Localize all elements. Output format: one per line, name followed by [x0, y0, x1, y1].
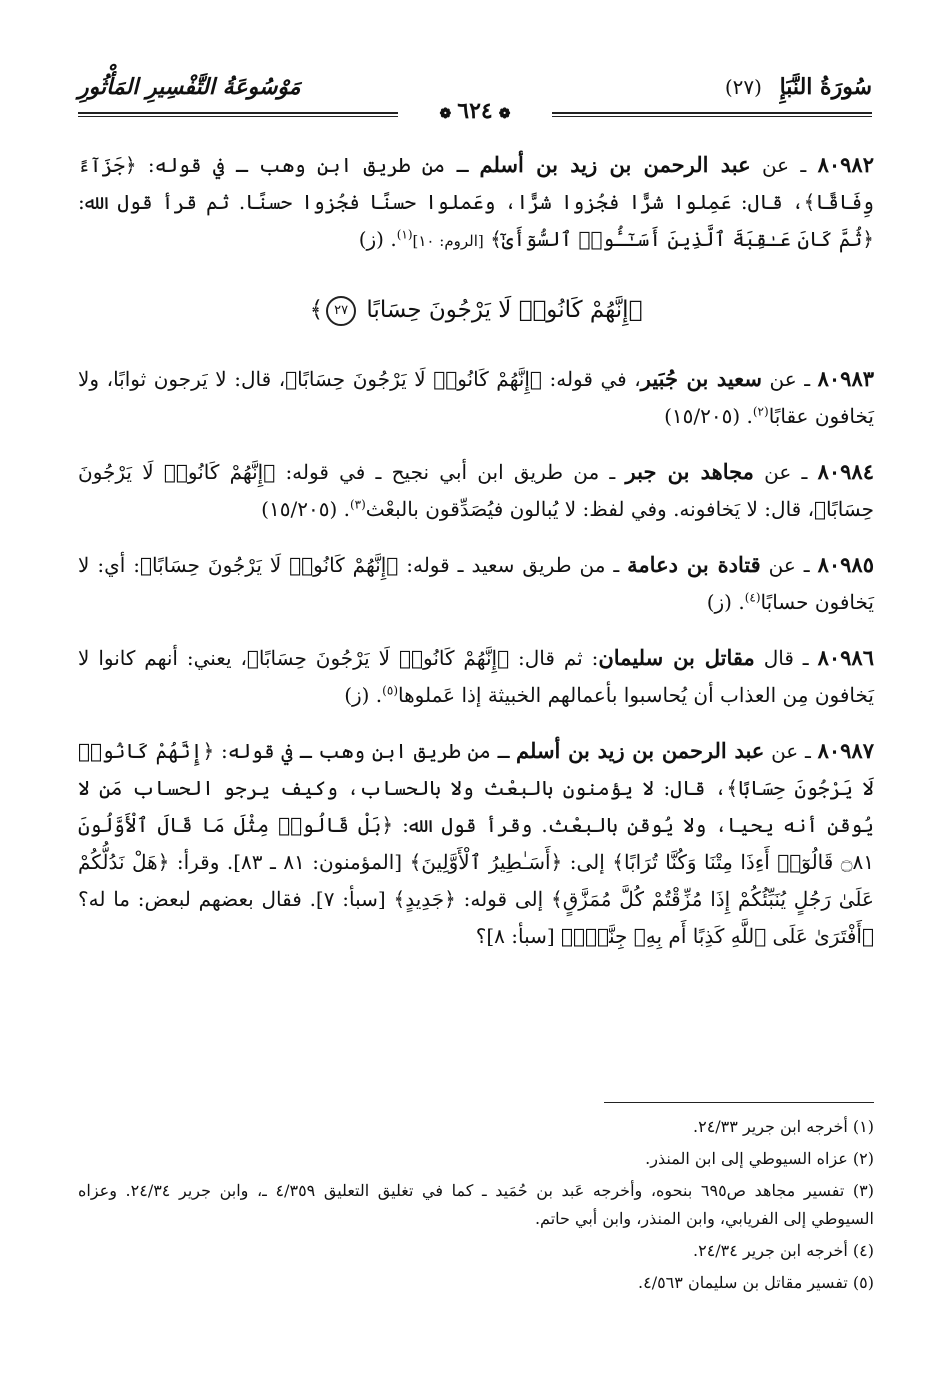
- ayah-heading: [78, 296, 874, 326]
- narrator-name: سعيد بن جُبَير: [640, 366, 762, 391]
- ayah-text: ﴿إِنَّهُمْ كَانُوا۟ لَا يَرْجُونَ حِسَابًا: [366, 297, 643, 323]
- narrator-name: مجاهد بن جبر: [625, 459, 754, 484]
- surah-name: سُورَةُ النَّبَإِ: [779, 74, 872, 100]
- narration-entry: [78, 360, 874, 435]
- surah-title: [725, 74, 872, 100]
- page-header: [78, 68, 872, 138]
- footnote-marker[interactable]: (٢): [752, 404, 769, 419]
- narration-entry: [78, 639, 874, 714]
- ayah-close: ﴾: [309, 297, 324, 323]
- header-rule-right-thin: [552, 116, 872, 117]
- ayah-number-icon: ٢٧: [326, 296, 356, 326]
- narrator-name: قتادة بن دعامة: [627, 552, 761, 577]
- ayah-range: (٢٧): [724, 75, 762, 99]
- verse-reference: [الروم: ١٠]: [412, 232, 484, 250]
- narration-tail: . (١٥/٢٠٥): [664, 404, 753, 428]
- narration-number: ٨٠٩٨٣: [817, 366, 875, 391]
- narration-number: ٨٠٩٨٤: [817, 459, 874, 484]
- narration-text: : ثم قال: ﴿إِنَّهُمْ كَانُوا۟ لَا يَرْجُونَ حِسَابًا﴾، يعني: أنهم كانوا لا يَخافون مِن العذاب أن يُحاسبوا بأعمالهم الخبيثة إذا عَملوها: [78, 646, 874, 707]
- footnote-divider: [604, 1102, 874, 1103]
- narration-prefix: ـ قال: [754, 646, 818, 670]
- footnote-item: (٣) تفسير مجاهد ص٦٩٥ بنحوه، وأخرجه عَبد بن حُمَيد ـ كما في تغليق التعليق ٤/٣٥٩ ـ، وابن جرير ٢٤/٣٤. وعزاه السيوطي إلى الفريابي، وابن المنذر، وابن أبي حاتم.: [78, 1181, 875, 1228]
- narration-entry: [78, 732, 874, 955]
- narration-tail: . (١٥/٢٠٥): [261, 497, 350, 521]
- header-rule-left-thin: [78, 116, 398, 117]
- header-rule-right: [552, 112, 872, 114]
- narration-text: ، في قوله: ﴿إِنَّهُمْ كَانُوا۟ لَا يَرْجُونَ حِسَابًا﴾، قال: لا يَرجون ثوابًا، ولا يَخافون عقابًا: [78, 367, 874, 428]
- narration-tail: . (ز): [706, 590, 745, 614]
- narration-number: ٨٠٩٨٦: [817, 645, 874, 670]
- footnote-item: (٢) عزاه السيوطي إلى ابن المنذر.: [645, 1149, 874, 1168]
- page-number-block: [434, 98, 517, 124]
- narration-text: ـ من طريق ابن وهب ـ في قوله: ﴿إِنَّهُمْ كَانُوا۟ لَا يَرْجُونَ حِسَابًا﴾، قال: لا يؤمنون بالبعْث ولا بالحساب، وكيف يرجو الحساب مَن لا يُوقن أنه يحيا، ولا يُوقن بالبعْث. وقرأ قول الله: ﴿بَلْ قَالُوا۟ مِثْلَ مَا قَالَ ٱلْأَوَّلُونَ ۝٨١ قَالُوٓا۟ أَءِذَا مِتْنَا وَكُنَّا تُرَابًا﴾ إلى: ﴿أَسَـٰطِيرُ ٱلْأَوَّلِينَ﴾ [المؤمنون: ٨١ ـ ٨٣]. وقرأ: ﴿هَلْ نَدُلُّكُمْ عَلَىٰ رَجُلٍ يُنَبِّئُكُمْ إِذَا مُزِّقْتُمْ كُلَّ مُمَزَّقٍ﴾ إلى قوله: ﴿جَدِيدٍ﴾ [سبأ: ٧]. فقال بعضهم لبعض: ما له؟ ﴿أَفْتَرَىٰ عَلَى ٱللَّهِ كَذِبًا أَم بِهِۦ جِنَّةٌۢ﴾ [سبأ: ٨]؟: [78, 739, 874, 948]
- narration-number: ٨٠٩٨٥: [817, 552, 874, 577]
- footnote-item: (٤) أخرجه ابن جرير ٢٤/٣٤.: [693, 1241, 874, 1260]
- narration-prefix: ـ عن: [764, 739, 818, 763]
- ornament-icon: ❁: [439, 106, 452, 122]
- narrator-name: عبد الرحمن بن زيد بن أسلم: [516, 738, 765, 763]
- narration-prefix: ـ عن: [753, 460, 818, 484]
- narration-entry: [78, 453, 874, 528]
- series-title: مَوْسُوعَةُ التَّفْسِيرِ المَأْثُورِ: [78, 74, 301, 100]
- footnote-item: (١) أخرجه ابن جرير ٢٤/٣٣.: [693, 1117, 874, 1136]
- header-rule-left: [78, 112, 398, 114]
- narration-prefix: ـ عن: [761, 367, 818, 391]
- footnote-marker[interactable]: (٣): [349, 497, 366, 512]
- narration-text: ـ من طريق سعيد ـ قوله: ﴿إِنَّهُمْ كَانُوا۟ لَا يَرْجُونَ حِسَابًا﴾: أي: لا يَخافون حسابًا: [78, 553, 874, 614]
- narration-tail: . (ز): [344, 683, 383, 707]
- narrator-name: مقاتل بن سليمان: [598, 645, 755, 670]
- narration-text: ـ من طريق ابن أبي نجيح ـ في قوله: ﴿إِنَّهُمْ كَانُوا۟ لَا يَرْجُونَ حِسَابًا﴾، قال: لا يَخافونه. وفي لفظ: لا يُبالون فيُصَدِّقون بالبعْث: [78, 460, 874, 521]
- footnote-marker[interactable]: (٤): [744, 590, 761, 605]
- ornament-icon: ❁: [498, 106, 511, 122]
- narration-entry: [78, 546, 874, 621]
- narration-number: ٨٠٩٨٢: [817, 152, 874, 177]
- page-number: ٦٢٤: [457, 98, 493, 124]
- footnotes: [78, 1102, 874, 1301]
- footnote-marker[interactable]: (١): [396, 227, 413, 242]
- narration-prefix: ـ عن: [750, 153, 818, 177]
- narration-number: ٨٠٩٨٧: [817, 738, 874, 763]
- narration-prefix: ـ عن: [760, 553, 818, 577]
- narrator-name: عبد الرحمن بن زيد بن أسلم: [479, 152, 751, 177]
- narration-text: ـ من طريق ابن وهب ـ في قوله: ﴿جَزَآءً وِفَاقًا﴾، قال: عَمِلوا شرًّا فجُزوا شرًّا، وعَملوا حسنًا فجُزوا حسنًا. ثم قرأ قول الله: ﴿ثُمَّ كَانَ عَـٰقِبَةَ ٱلَّذِينَ أَسَـٰٓـُٔوا۟ ٱلسُّوٓأَىٰٓ﴾: [78, 153, 874, 251]
- footnote-marker[interactable]: (٥): [382, 683, 398, 698]
- narration-entry: [78, 146, 874, 260]
- footnote-item: (٥) تفسير مقاتل بن سليمان ٤/٥٦٣.: [638, 1273, 874, 1292]
- narration-tail: . (ز): [358, 227, 397, 251]
- page-body: [78, 146, 874, 973]
